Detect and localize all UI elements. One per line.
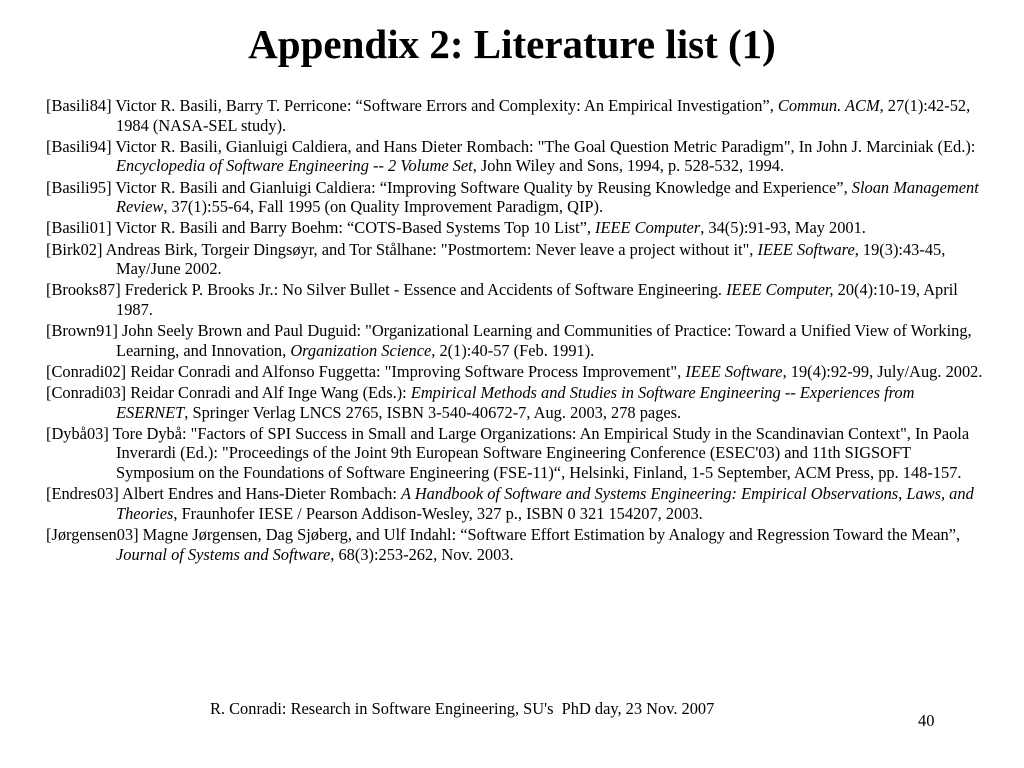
reference-venue: IEEE Computer,	[726, 280, 834, 300]
reference-conradi02	[46, 362, 990, 382]
reference-text: John Seely Brown and Paul Duguid: "Organizational Learning and Communities of Practice: Toward a Unified View of Working, Learning, and Innovation,	[116, 321, 972, 360]
reference-list	[46, 96, 990, 566]
reference-key: [Conradi03]	[46, 383, 127, 403]
reference-key: [Basili95]	[46, 177, 112, 197]
reference-details: , John Wiley and Sons, 1994, p. 528-532, 1994.	[472, 156, 785, 176]
reference-birk02	[46, 240, 990, 279]
reference-details: 20(4):10-19, April 1987.	[116, 280, 958, 319]
reference-brown91	[46, 321, 990, 360]
reference-key: [Basili84]	[46, 96, 112, 115]
reference-venue: Organization Science,	[290, 340, 436, 360]
reference-key: [Basili01]	[46, 218, 112, 238]
reference-text: Magne Jørgensen, Dag Sjøberg, and Ulf Indahl: “Software Effort Estimation by Analogy and Regression Toward the Mean”,	[138, 525, 961, 544]
reference-venue: Empirical Methods and Studies in Software Engineering -- Experiences from ESERNET	[116, 383, 915, 422]
reference-details: , Springer Verlag LNCS 2765, ISBN 3-540-40672-7, Aug. 2003, 278 pages.	[184, 402, 682, 422]
reference-venue: Commun. ACM	[777, 96, 880, 115]
reference-endres03	[46, 484, 990, 523]
reference-text: Tore Dybå: "Factors of SPI Success in Small and Large Organizations: An Empirical Study in the Scandinavian Context", In Paola Inverardi (Ed.): "Proceedings of the Joint 9th European Software Engineering Conference (ESEC'03) and 11th SIGSOFT Symposium on the Foundations of Software Engineering (FSE-11)“, Helsinki, Finland, 1-5 September, ACM Press, pp. 148-157.	[108, 423, 970, 483]
reference-venue: Encyclopedia of Software Engineering -- 2 Volume Set	[116, 156, 473, 176]
reference-basili84	[46, 96, 990, 135]
reference-key: [Endres03]	[46, 484, 119, 504]
reference-venue: Sloan Management Review	[116, 177, 979, 217]
reference-venue: IEEE Software	[757, 239, 855, 259]
reference-jorgensen03	[46, 525, 990, 564]
reference-text: Frederick P. Brooks Jr.: No Silver Bullet - Essence and Accidents of Software Engineering.	[120, 280, 727, 300]
reference-venue: IEEE Software	[685, 361, 783, 381]
reference-text: Andreas Birk, Torgeir Dingsøyr, and Tor Stålhane: "Postmortem: Never leave a project without it",	[102, 239, 758, 259]
reference-key: [Brown91]	[46, 321, 118, 341]
footer-text: R. Conradi: Research in Software Engineering, SU's PhD day, 23 Nov. 2007	[210, 699, 715, 718]
reference-key: [Basili94]	[46, 136, 112, 156]
reference-details: , 68(3):253-262, Nov. 2003.	[330, 544, 514, 564]
reference-details: , 19(4):92-99, July/Aug. 2002.	[782, 361, 983, 381]
reference-details: , 34(5):91-93, May 2001.	[700, 218, 866, 238]
reference-text: Victor R. Basili and Gianluigi Caldiera: “Improving Software Quality by Reusing Knowledge and Experience”,	[111, 177, 852, 197]
reference-basili94	[46, 137, 990, 176]
reference-venue: A Handbook of Software and Systems Engineering: Empirical Observations, Laws, and Theories	[116, 484, 974, 523]
page-number: 40	[918, 711, 935, 730]
reference-text: Victor R. Basili and Barry Boehm: “COTS-Based Systems Top 10 List”,	[111, 218, 596, 238]
reference-text: Victor R. Basili, Gianluigi Caldiera, and Hans Dieter Rombach: "The Goal Question Metric Paradigm", In John J. Marciniak (Ed.):	[111, 136, 976, 156]
reference-details: 2(1):40-57 (Feb. 1991).	[435, 340, 595, 360]
reference-details: , 37(1):55-64, Fall 1995 (on Quality Improvement Paradigm, QIP).	[163, 197, 604, 217]
slide-title: Appendix 2: Literature list (1)	[248, 21, 776, 67]
reference-details: , 19(3):43-45, May/June 2002.	[116, 239, 946, 279]
reference-basili01	[46, 218, 990, 238]
reference-key: [Conradi02]	[46, 361, 127, 381]
reference-text: Reidar Conradi and Alfonso Fuggetta: "Improving Software Process Improvement",	[126, 361, 686, 381]
reference-text: Albert Endres and Hans-Dieter Rombach:	[118, 484, 402, 504]
reference-dyba03	[46, 424, 990, 483]
reference-brooks87	[46, 280, 990, 319]
reference-key: [Jørgensen03]	[46, 525, 139, 544]
reference-text: Victor R. Basili, Barry T. Perricone: “Software Errors and Complexity: An Empirical Investigation”,	[111, 96, 778, 115]
reference-details: , 27(1):42-52, 1984 (NASA-SEL study).	[116, 96, 971, 135]
reference-details: , Fraunhofer IESE / Pearson Addison-Wesley, 327 p., ISBN 0 321 154207, 2003.	[173, 503, 703, 523]
reference-basili95	[46, 178, 990, 217]
reference-conradi03	[46, 383, 990, 422]
reference-key: [Brooks87]	[46, 280, 121, 300]
reference-text: Reidar Conradi and Alf Inge Wang (Eds.):	[126, 383, 411, 403]
reference-key: [Dybå03]	[46, 423, 109, 443]
reference-venue: IEEE Computer	[595, 218, 701, 238]
reference-venue: Journal of Systems and Software	[116, 544, 331, 564]
reference-key: [Birk02]	[46, 239, 103, 259]
